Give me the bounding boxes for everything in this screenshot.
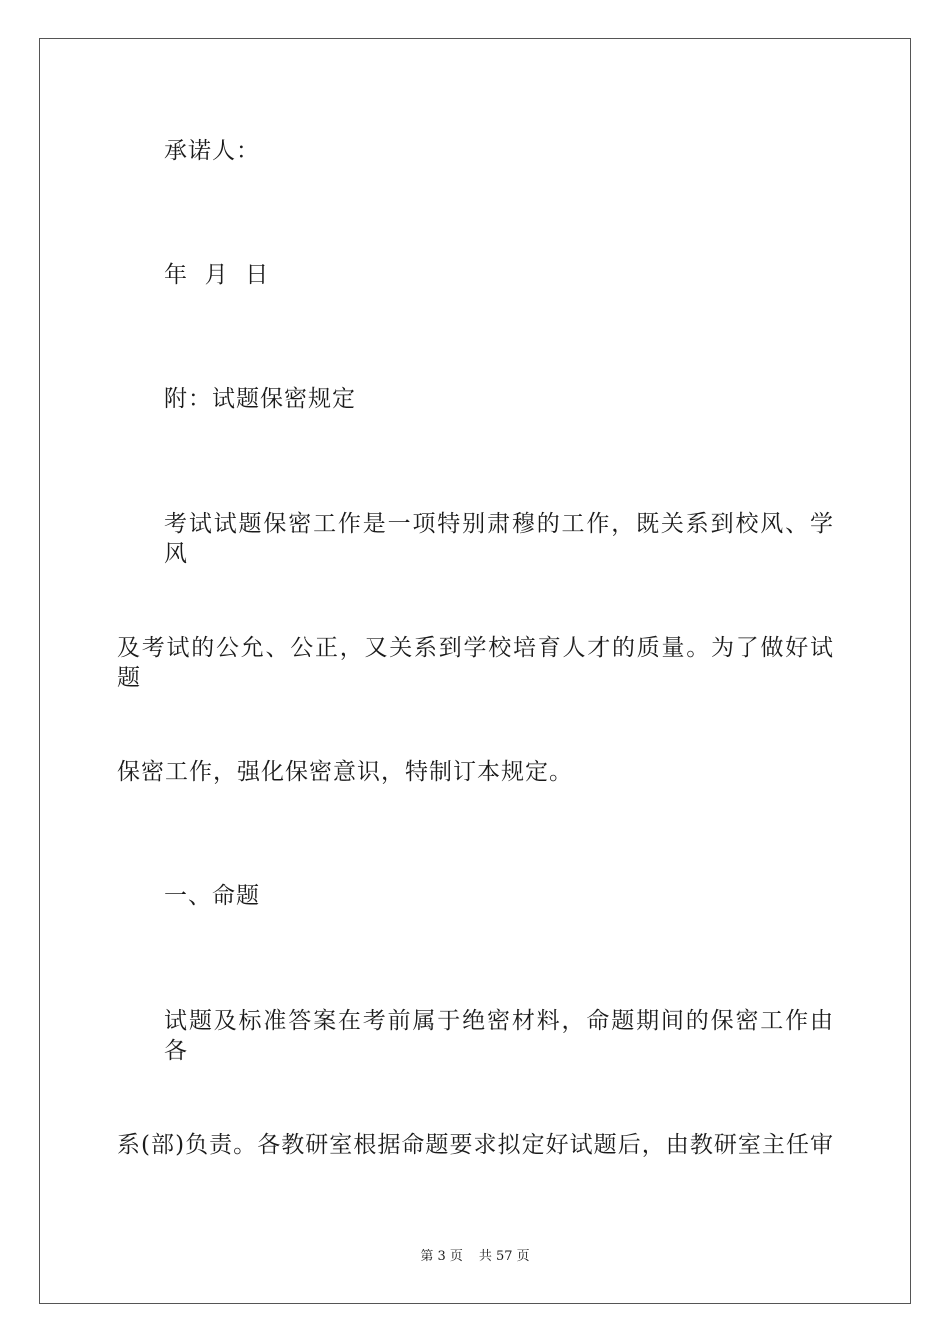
signatory-line: 承诺人： [164, 138, 260, 164]
page-footer [0, 1249, 950, 1265]
section-heading: 一、命题 [164, 883, 260, 909]
paragraph-line: 系(部)负责。各教研室根据命题要求拟定好试题后，由教研室主任审 [117, 1132, 834, 1158]
page-total: 共 57 页 [478, 1249, 530, 1264]
date-line: 年 月 日 [164, 262, 270, 288]
paragraph-line: 保密工作，强化保密意识，特制订本规定。 [117, 759, 573, 785]
paragraph-line: 及考试的公允、公正，又关系到学校培育人才的质量。为了做好试题 [117, 635, 834, 691]
paragraph-line: 考试试题保密工作是一项特别肃穆的工作，既关系到校风、学风 [164, 511, 834, 567]
page-number: 第 3 页 [420, 1249, 463, 1264]
paragraph-line: 试题及标准答案在考前属于绝密材料，命题期间的保密工作由各 [164, 1008, 834, 1064]
appendix-title: 附：试题保密规定 [164, 386, 356, 412]
